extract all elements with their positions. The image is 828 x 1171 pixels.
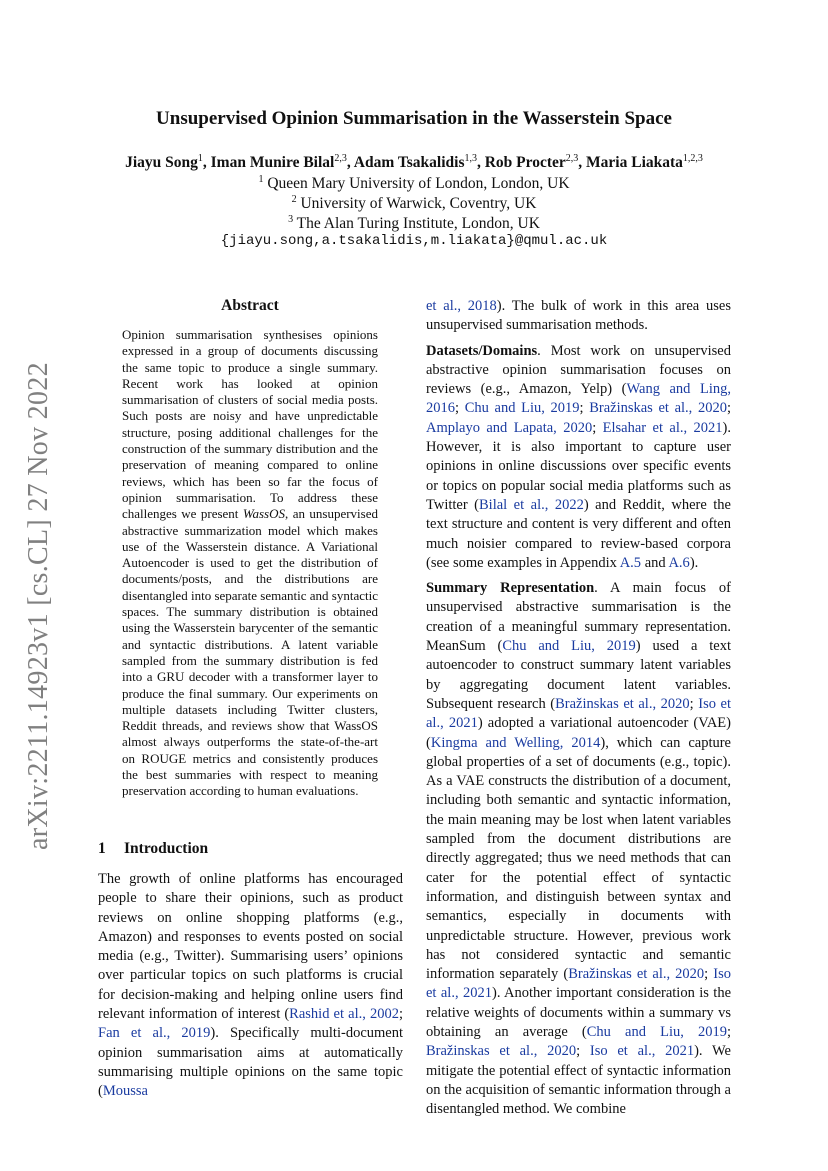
citation-link[interactable]: Fan et al., 2019 (98, 1025, 211, 1042)
citation-link[interactable]: Wang and Ling, 2016 (426, 381, 731, 417)
author-name: Adam Tsakalidis (353, 154, 465, 172)
citation-link[interactable]: Amplayo and Lapata, 2020 (426, 419, 593, 436)
body-text: . Most work on unsupervised abstractive opinion summarisation focuses on reviews (e.g., Amazon, Yelp) ( (426, 342, 731, 398)
introduction-paragraph (98, 870, 403, 1102)
body-text: ; (689, 695, 699, 712)
abstract-body (122, 327, 378, 800)
body-text: ) and Reddit, where the text structure and content is very different and often much noisier compared to review-based corpora (see some examples in Appendix (426, 496, 731, 571)
citation-link[interactable]: Chu and Liu, 2019 (464, 400, 580, 417)
body-text: ), which can capture global properties of a set of documents (e.g., topic). As a VAE constructs the distribution of a document, including both semantic and syntactic information, the main meaning may be lost when latent variables sampled from the document distributions are directly aggregated; thus we need methods that can cater for the potential effect of syntactic information, and distinguish between syntax and semantics, especially in documents with unpredictable structure. However, previous work has not considered syntactic and semantic information separately ( (426, 734, 731, 983)
affiliation-mark: 3 (288, 214, 294, 225)
paper-title: Unsupervised Opinion Summarisation in the Wasserstein Space (156, 108, 672, 129)
citation-link[interactable]: Chu and Liu, 2019 (502, 638, 636, 655)
section-title: Introduction (124, 840, 209, 857)
body-text: ; (455, 400, 465, 417)
author-affiliation-mark: 1,3 (464, 153, 477, 164)
author-name: Maria Liakata (586, 154, 683, 172)
abstract-paragraph (122, 327, 378, 800)
citation-link[interactable]: Kingma and Welling, 2014 (430, 734, 601, 751)
contact-email[interactable]: {jiayu.song,a.tsakalidis,m.liakata}@qmul.ac.uk (220, 233, 608, 249)
body-text: ). (689, 554, 699, 571)
body-text: ; (398, 1006, 403, 1023)
citation-link[interactable]: et al., 2018 (426, 298, 497, 314)
introduction-body (98, 870, 403, 1102)
section-heading-introduction (98, 840, 208, 858)
body-text: ). The bulk of work in this area uses unsupervised summarisation methods. (426, 298, 731, 334)
abstract-heading: Abstract (221, 297, 279, 314)
paragraph-heading: Summary Representation (426, 580, 595, 597)
abstract-text: , an unsupervised abstractive summarization model which makes use of the Wasserstein distance. A Variational Autoencoder is used to get the distribution of documents/posts, and the distributions are disentangled into separate semantic and syntactic spaces. The summary distribution is obtained using the Wasserstein barycenter of the semantic and syntactic distributions. A latent variable sampled from the summary distribution is fed into a GRU decoder with a transformer layer to produce the final summary. Our experiments on multiple datasets including Twitter clusters, Reddit threads, and reviews show that WassOS almost always outperforms the state-of-the-art on ROUGE metrics and consistently produces the best summaries with respect to meaning preservation according to human evaluations. (122, 506, 378, 799)
citation-link[interactable]: Elsahar et al., 2021 (602, 419, 723, 436)
author-affiliation-mark: 2,3 (565, 153, 579, 164)
section-number: 1 (98, 840, 106, 857)
citation-link[interactable]: Moussa (102, 1083, 148, 1100)
affiliation-line (0, 214, 828, 233)
citation-link[interactable]: Iso et al., 2021 (589, 1043, 695, 1060)
body-text: ) adopted a variational autoencoder (VAE) ( (426, 715, 731, 751)
citation-link[interactable]: Bražinskas et al., 2020 (555, 695, 690, 712)
author-name: Rob Procter (484, 154, 566, 172)
affiliation-line (0, 194, 828, 213)
author-affiliation-mark: 2,3 (334, 153, 347, 164)
body-text: ; (592, 419, 603, 436)
affiliation-line (0, 174, 828, 193)
citation-link[interactable]: Chu and Liu, 2019 (586, 1023, 727, 1040)
continued-paragraph (426, 297, 731, 336)
paragraph-heading: Datasets/Domains (426, 342, 538, 359)
body-text: ). We mitigate the potential effect of syntactic information on the acquisition of semantic information through a disentangled method. We combine (426, 1043, 731, 1118)
citation-link[interactable]: Iso et al., 2021 (426, 966, 731, 1002)
abstract-text: Opinion summarisation synthesises opinions expressed in a group of documents discussing the same topic to produce a single summary. Recent work has looked at opinion summarisation of clusters of social media posts. Such posts are noisy and have unpredictable structure, posing additional challenges for the construction of the summary distribution and the preservation of meaning compared to online reviews, which has been so far the focus of opinion summarisation. To address these challenges we present (122, 327, 378, 522)
body-text: ). However, it is also important to capture user opinions in online discussions over specific events or topics on popular social media platforms such as Twitter ( (426, 419, 731, 513)
author-name: Iman Munire Bilal (210, 154, 335, 172)
affiliation-text: University of Warwick, Coventry, UK (300, 195, 537, 213)
author-list: Jiayu Song$^1$, Iman Munire Bilal$^{2,3}$, Adam Tsakalidis$^{1,3}$, Rob Procter$^{2,3}$, Maria Liakata$^{1,2,3}$ (125, 153, 703, 172)
body-text: ). Specifically multi-document opinion summarisation aims at automatically summarising multiple opinions on the same topic ( (98, 1025, 403, 1100)
affiliation-mark: 2 (291, 194, 297, 205)
citation-link[interactable]: Rashid et al., 2002 (289, 1006, 399, 1023)
body-text: ). Another important consideration is the relative weights of documents within a summary vs obtaining an average ( (426, 985, 732, 1040)
arxiv-identifier[interactable]: arXiv:2211.14923v1 [cs.CL] 27 Nov 2022 (23, 362, 54, 850)
summary-representation-paragraph (426, 579, 731, 1119)
appendix-link[interactable]: A.6 (668, 554, 690, 571)
body-text: and (641, 554, 669, 571)
body-text: ; (576, 1043, 590, 1060)
body-text: The growth of online platforms has encouraged people to share their opinions, such as product reviews on online shopping platforms (e.g., Amazon) and responses to events posted on social media (e.g., Twitter). Summarising users’ opinions over particular topics on such platforms is crucial for decision-making and helping online users find relevant information of interest ( (98, 871, 403, 1023)
appendix-link[interactable]: A.5 (619, 554, 642, 571)
right-column (426, 297, 731, 1125)
body-text: ; (726, 400, 731, 417)
citation-link[interactable]: Bražinskas et al., 2020 (568, 966, 705, 983)
body-text: ; (579, 400, 590, 417)
citation-link[interactable]: Bražinskas et al., 2020 (589, 400, 727, 417)
author-affiliation-mark: 1 (197, 153, 203, 164)
model-name: WassOS (242, 506, 286, 522)
affiliation-text: The Alan Turing Institute, London, UK (296, 215, 540, 233)
body-text: ; (704, 966, 714, 983)
citation-link[interactable]: Bilal et al., 2022 (479, 496, 584, 513)
author-name: Jiayu Song (125, 154, 198, 172)
citation-link[interactable]: Bražinskas et al., 2020 (426, 1043, 577, 1060)
body-text: . A main focus of unsupervised abstractive summarisation is the creation of a meaningful summary representation. MeanSum ( (426, 580, 731, 655)
body-text: ) used a text autoencoder to construct summary latent variables by aggregating document latent variables. Subsequent research ( (426, 638, 731, 712)
body-text: ; (726, 1023, 732, 1040)
citation-link[interactable]: Iso et al., 2021 (426, 695, 732, 732)
affiliation-text: Queen Mary University of London, London, UK (267, 175, 570, 193)
affiliation-mark: 1 (258, 174, 264, 185)
datasets-paragraph (426, 342, 731, 574)
author-affiliation-mark: 1,2,3 (682, 153, 703, 164)
